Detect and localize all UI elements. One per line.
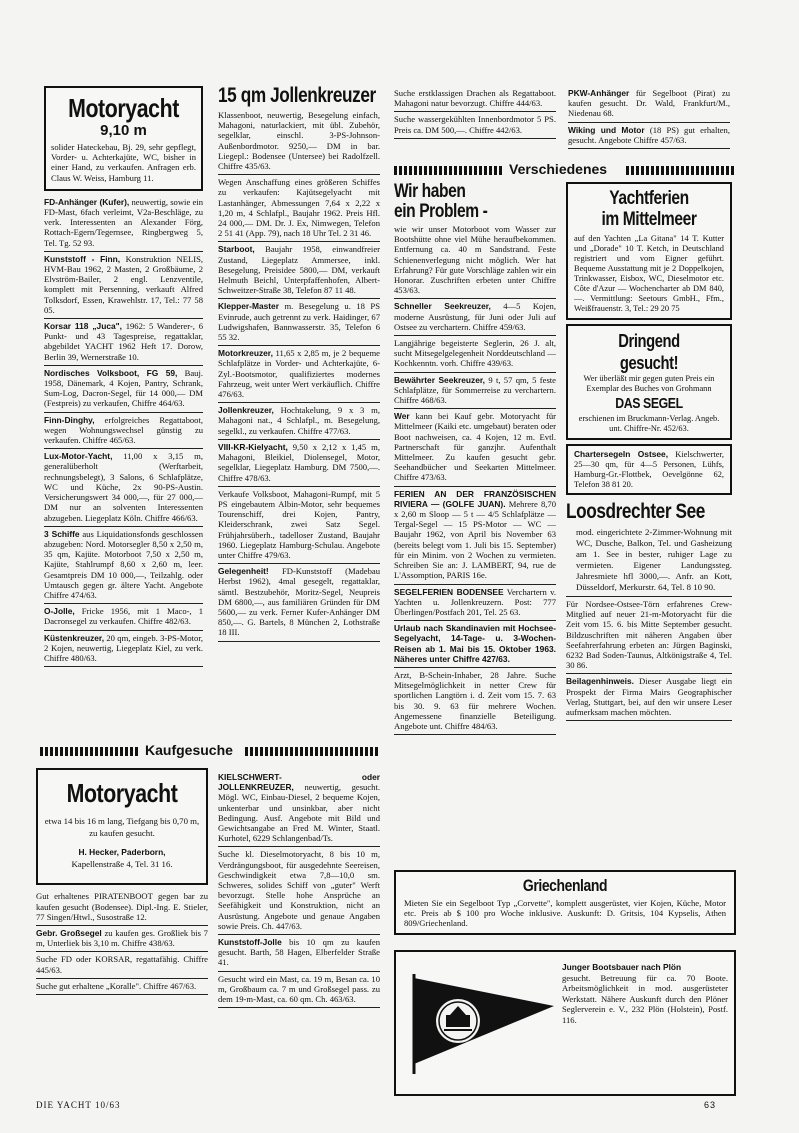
motoryacht2-address: Kapellenstraße 4, Tel. 31 16. xyxy=(71,859,173,870)
ad-body: zu kaufen ges. Großliek bis 7 m, Unterliek bis 3,10 m. Chiffre 438/63. xyxy=(36,928,208,949)
classified-ad-6 xyxy=(44,527,203,604)
wanted-ad-3 xyxy=(218,972,380,1009)
ad-body: Verchartern v. Yachten u. Jollenkreuzern. Post: 777 Überlingen/Postfach 201, Tel. 25 63. xyxy=(394,586,557,617)
ad-body: 1962: 5 Wanderer-, 6 Punkt- und 43 Tagespreise, regattaklar, abgebildet YACHT 1962 Heft 17. Dorow, Berlin 39, Wernerstraße 10. xyxy=(44,321,203,362)
ad-text xyxy=(566,676,732,717)
column-4 xyxy=(568,86,730,149)
ad-body: Wegen Anschaffung eines größeren Schiffes zu verkaufen: Kajütsegelyacht mit Lastanhänger, Abmessungen 7,64 x 2,22 x 1,20 m, 4 Schlafpl., Baujahr 1962. Preis Hfl. 24 000,— DM. Dr. J. Ex, Nimwegen, Telefon 2 51 41 (App. 79), nach 18 Uhr Tel. 2 31 46. xyxy=(218,177,380,239)
ad-text xyxy=(218,405,380,436)
loosdrecht-ad xyxy=(566,525,732,597)
misc-ad-2 xyxy=(394,373,556,410)
classified-ad-8 xyxy=(44,631,203,668)
ad-body: Für Nordsee-Ostsee-Törn erfahrenes Crew-Mitglied auf neuer 21-m-Motoryacht für die Zeit vom 15. 6. bis Mitte September gesucht. Bildzuschriften mit näheren Angaben über Seefahrerfahrung erbeten an: Jürgen Baginski, 6232 Bad Soden-Taunus, Altkönigstraße 4, Tel. 30 86. xyxy=(566,599,732,671)
ad-headline: Wer xyxy=(394,411,410,422)
col3-ads xyxy=(394,299,556,735)
charter-ad-box xyxy=(566,444,732,495)
column-2-lower xyxy=(218,770,380,1008)
classified-ad-3 xyxy=(44,366,203,413)
wanted-ad-2 xyxy=(36,952,208,978)
ad-headline: Wiking und Motor xyxy=(568,124,645,135)
ad-text xyxy=(218,301,380,342)
dringend-book: DAS SEGEL xyxy=(615,395,683,412)
yachtferien-ad-box xyxy=(566,182,732,320)
classified-ad-4 xyxy=(44,413,203,450)
charter-text xyxy=(574,449,724,490)
misc-ad-0 xyxy=(566,597,732,674)
ad-body: Gut erhaltenes PIRATENBOOT gegen bar zu kaufen gesucht (Bodensee). Dipl.-Ing. E. Stieler, 77 Singen/Htwl., Susostraße 12. xyxy=(36,891,208,922)
ad-body: Fricke 1956, mit 1 Maco-, 1 Dacronsegel zu verkaufen. Chiffre 482/63. xyxy=(44,606,203,627)
classified-ad-0 xyxy=(218,175,380,242)
classified-ad-5 xyxy=(44,449,203,526)
ad-text xyxy=(566,599,732,670)
ad-text xyxy=(568,125,730,145)
ad-text xyxy=(394,301,556,332)
wanted-ad-0 xyxy=(218,770,380,847)
ad-headline: Lux-Motor-Yacht, xyxy=(44,451,113,462)
ad-text xyxy=(218,348,380,399)
section-stripes-right xyxy=(626,166,736,175)
misc-ad-3 xyxy=(394,409,556,486)
ad-text xyxy=(36,891,208,922)
col3-top-ads xyxy=(394,86,556,139)
ad-text xyxy=(44,368,203,409)
wanted-ad-0 xyxy=(394,86,556,112)
ad-text xyxy=(394,114,556,134)
ploen-head: Junger Bootsbauer nach Plön xyxy=(562,962,682,972)
ad-body: Arzt, B-Schein-Inhaber, 28 Jahre. Suche Mitsegelmöglichkeit in netter Crew für sportlichen Langtörn i. d. Zeit vom 15. 7. 63 bis 30. 9. 63 für mehrere Wochen. Angemessene finanzielle Beteiligung. Angebote unt. Chiffre 484/63. xyxy=(394,669,556,731)
section-stripes-left xyxy=(40,747,140,756)
problem-ad xyxy=(394,222,556,299)
ad-body: (18 PS) gut erhalten, gesucht. Angebote Chiffre 457/63. xyxy=(568,124,730,145)
griechenland-ad xyxy=(394,870,736,935)
ad-headline: PKW-Anhänger xyxy=(568,88,630,98)
ad-text xyxy=(394,375,556,406)
wanted-ad-0 xyxy=(36,889,208,926)
column-3-lower xyxy=(394,182,556,735)
ad-headline: Nordisches Volksboot, FG 59, xyxy=(44,367,178,378)
ad-body: aus Liquidationsfonds geschlossen abzugeben: Nord. Motorsegler 8,50 x 2,50 m, 35 qm, Kajüte. Motorboot 7,50 x 2,50 m, Kajüte, Stahlrumpf 8,60 x 2,60 m, leer. Gesamtpreis DM 10 000,—, Teilzahlg. oder Umtausch gegen gr. ältere Yacht. Angebote Chiffre 474/63. xyxy=(44,528,203,600)
column-2 xyxy=(218,84,380,642)
ad-body: Bauj. 1958, Dänemark, 4 Kojen, Pantry, Schrank, Sum-Log, Dacron-Segel, für 14 000,— DM (Festpreis) zu verkaufen, Chiffre 464/63. xyxy=(44,367,203,409)
motoryacht2-name: H. Hecker, Paderborn, xyxy=(78,847,166,857)
ad-body: Suche erstklassigen Drachen als Regattaboot. Mahagoni natur bevorzugt. Chiffre 444/63. xyxy=(394,88,556,109)
footer-publication: DIE YACHT 10/63 xyxy=(36,1100,121,1110)
ad-body: neuwertig, sowie ein FD-Mast, 6fach verleimt, V2a-Beschläge, zu verk. Interessenten an Alexander Förg, Rottach-Egern/Tegernsee, Ringbergweg 5, Tel. Tg. 52 93. xyxy=(44,196,203,248)
col2-ads2 xyxy=(218,770,380,1008)
ad-text xyxy=(44,321,203,362)
problem-title-1: Wir haben xyxy=(394,181,466,202)
ad-body: Dieser Ausgabe liegt ein Prospekt der Firma Mairs Geographischer Verlag, Stuttgart, bei, auf den wir unsere Leser aufmerksam machen möchten. xyxy=(566,676,732,718)
classified-ad-6 xyxy=(218,487,380,564)
ad-headline: SEGELFERIEN BODENSEE xyxy=(394,586,504,597)
ad-headline: Beilagenhinweis. xyxy=(566,676,634,687)
ploen-ad xyxy=(394,950,736,1096)
ad-body: Verkaufe Volksboot, Mahagoni-Rumpf, mit 5 PS eingebautem Albin-Motor, sehr bequemes Tourenschiff, drei Kojen, Pantry, Kleiderschrank, zwei Satz Segel. Frühjahrsüberh., tadelloser Zustand, Baujahr 1960. Liegeplatz Hamburg-Schulau. Angebote unter Chiffre 479/63. xyxy=(218,488,380,560)
ad-text xyxy=(394,623,556,664)
ad-body: Hochtakelung, 9 x 3 m, Mahagoni nat., 4 Schlafpl., m. Besegelung, segelkl., zu verkaufen. Chiffre 477/63. xyxy=(218,405,380,436)
ad-body: erfolgreiches Regattaboot, wegen Wohnungswechsel günstig zu verkaufen. Chiffre 465/63. xyxy=(44,414,203,446)
motoryacht-title: Motoryacht xyxy=(68,93,179,123)
section-verschiedenes xyxy=(394,163,736,177)
ad-body: 20 qm, eingeb. 3-PS-Motor, 2 Kojen, neuwertig, Liegeplatz Kiel, zu verk. Chiffre 480/63. xyxy=(44,632,203,663)
ad-body: 9 t, 57 qm, 5 feste Schlafplätze, für Sommerreise zu verchartern. Chiffre 468/63. xyxy=(394,374,556,406)
wanted-ad-1 xyxy=(568,123,730,149)
col2-ads xyxy=(218,175,380,641)
charter-head: Chartersegeln Ostsee, xyxy=(574,449,669,459)
ad-headline: Schneller Seekreuzer, xyxy=(394,301,491,312)
dringend-text-2: erschienen im Bruckmann-Verlag. Angeb. unt. Chiffre-Nr. 452/63. xyxy=(578,414,720,433)
section-stripes-right xyxy=(245,747,380,756)
ad-body: neuwertig, gesucht. Mögl. WC, Einbau-Diesel, 2 bequeme Kojen, unkenterbar und unsinkbar, aber nicht Bedingung. Ausf. Angebote mit Bild und Gewichtsangabe an Fred M. Winter, Staatl. Kurhotel, 6229 Schlangenbad/Ts. xyxy=(218,782,380,844)
ad-text xyxy=(394,670,556,731)
misc-ad-1 xyxy=(566,674,732,721)
motoryacht2-ad-box xyxy=(36,768,208,885)
classified-ad-3 xyxy=(218,346,380,403)
ad-text xyxy=(44,415,203,446)
ad-headline: Gelegenheit! xyxy=(218,566,269,577)
ad-body: Suche kl. Dieselmotoryacht, 8 bis 10 m, Verdrängungsboot, für ausgedehnte Seereisen, Geschwindigkeit etwa 7,8—10,0 sm. Schweres, solides Schiff von „guter" Werft bevorzugt. Stelle hohe Ansprüche an Seefähigkeit und Konstruktion, nicht an Ausrüstung. Angebote und genaue Angaben sowie Preis. Ch. 447/63. xyxy=(218,849,380,931)
wanted-ad-1 xyxy=(218,847,380,935)
ad-text xyxy=(218,442,380,483)
ad-text xyxy=(44,633,203,664)
ad-text xyxy=(44,254,203,315)
pennant-logo xyxy=(404,966,560,1078)
ad-text xyxy=(218,177,380,238)
ad-body: 11,65 x 2,85 m, je 2 bequeme Schlafplätze in Vorder- und Achterkajüte, 6-Zyl.-Bootsmotor, qualifiziertes modernes Fahrzeug, weit unter Wert verkäuflich. Chiffre 476/63. xyxy=(218,348,380,400)
ad-body: für Segelboot (Pirat) zu kaufen gesucht. Dr. Wald, Frankfurt/M., Niedenau 68. xyxy=(568,88,730,119)
ad-body: m. Besegelung u. 18 PS Evinrude, auch getrennt zu verk. Haidinger, 67 Ludwigshafen, Bannwasserstr. 35, Telefon 6 55 32. xyxy=(218,301,380,343)
col1-ads xyxy=(44,195,203,667)
classified-ad-1 xyxy=(218,242,380,299)
ad-text xyxy=(394,338,556,369)
section-kaufgesuche xyxy=(40,744,380,758)
ad-body: Suche wassergekühlten Innenbordmotor 5 PS. Preis ca. DM 500,—. Chiffre 442/63. xyxy=(394,114,556,135)
classified-ad-4 xyxy=(218,403,380,440)
classified-ad-7 xyxy=(218,564,380,641)
ad-text xyxy=(394,489,556,581)
dringend-title: Dringend gesucht! xyxy=(618,331,680,373)
yachtferien-text: auf den Yachten „La Gitana" 14 T. Kutter und „Dorade" 10 T. Ketch, in Deutschland registriert und vom Eigner geführt. Bequeme Ausstattung mit je 2 Doppelkojen, Trinkwasser, Eisbox, WC, Dieselmotor etc. Côte d'Azur — Wochencharter ab DM 840,—. Vermittlung: Seetours GmbH., Ffm., Weißfrauenstr. 3, Tel.: 29 20 75 xyxy=(574,234,724,313)
footer-page-number: 63 xyxy=(704,1100,717,1110)
ad-text xyxy=(568,88,730,119)
motoryacht2-title: Motoryacht xyxy=(66,778,178,808)
ad-headline: VIII-KR-Kielyacht, xyxy=(218,441,288,452)
ad-body: 11,00 x 3,15 m, generalüberholt (Werftarbeit, rechnungsbelegt), 3 Salons, 6 Schlafplätze, WC und Küche, 2x 90-PS-Austin. Versicherungswert 34 000,—, für 27 000,— DM nur an solventen Interessenten abzugeben. Liegeplatz Köln. Chiffre 466/63. xyxy=(44,451,203,523)
jollenkreuzer-ad xyxy=(218,108,380,175)
ad-body: Mehrere 8,70 x 2,60 m Sloop — 5 t — 4/5 Schlafplätze — Tergal-Segel — 15 PS-Motor — WC — Baujahr 1962, von April bis November 63 (bereits belegt vom 1. Juli bis 15. September) für ein Minim. von 2 Wochen zu vermieten. Schreiben Sie an: J. LAMBERT, 94, rue de L'Assomption, PARIS 16e. xyxy=(394,498,556,581)
ad-headline: Bewährter Seekreuzer, xyxy=(394,374,486,385)
misc-ad-7 xyxy=(394,668,556,735)
classified-ad-7 xyxy=(44,604,203,630)
ad-text xyxy=(218,974,380,1005)
misc-ad-5 xyxy=(394,585,556,622)
col4-top-ads xyxy=(568,86,730,149)
ad-headline: Motorkreuzer, xyxy=(218,348,273,359)
section-verschiedenes-heading: Verschiedenes xyxy=(506,161,610,177)
ad-text xyxy=(36,981,208,991)
ad-text xyxy=(394,411,556,482)
wanted-ad-1 xyxy=(36,926,208,952)
ad-headline: FERIEN AN DER FRANZÖSISCHEN RIVIERA — (GOLFE JUAN). xyxy=(394,488,556,509)
classified-ad-0 xyxy=(44,195,203,252)
ad-text xyxy=(218,489,380,560)
ad-body: Gesucht wird ein Mast, ca. 19 m, Besan ca. 10 m, Großbaum ca. 7 m und Großsegel pass. zu dem 19-m-Mast, ca. 60 qm. Ch. 463/63. xyxy=(218,973,380,1005)
section-stripes-left xyxy=(394,166,504,175)
loosdrecht-title: Loosdrechter See xyxy=(566,500,705,523)
ad-body: Suche FD oder KORSAR, regattafähig. Chiffre 445/63. xyxy=(36,954,208,975)
ploen-text-block xyxy=(562,962,728,1026)
ad-headline: 3 Schiffe xyxy=(44,528,80,539)
dringend-ad-box xyxy=(566,324,732,440)
ad-text xyxy=(394,88,556,108)
misc-ad-0 xyxy=(394,299,556,336)
ad-text xyxy=(218,937,380,968)
misc-ad-1 xyxy=(394,336,556,373)
ad-body: FD-Kunststoff (Madebau Herbst 1962), 4mal gesegelt, regattaklar, sämtl. Bestzubehör, Moritz-Segel, Neupreis DM 6800,—, aus familiären Gründen für DM 5600,— zu verk. Ferner Kufer-Anhänger DM 850,—. G. Bartels, 8 München 2, Lothstraße 18 III. xyxy=(218,566,380,638)
column-1 xyxy=(44,84,203,667)
yachtferien-title-2: im Mittelmeer xyxy=(601,209,697,230)
ad-text xyxy=(218,566,380,637)
ad-headline: KIELSCHWERT- oder JOLLENKREUZER, xyxy=(218,772,380,793)
ad-body: bis 10 qm zu kaufen gesucht. Barth, 58 Hagen, Elberfelder Straße 41. xyxy=(218,937,380,968)
loosdrecht-text: mod. eingerichtete 2-Zimmer-Wohnung mit WC, Dusche, Balkon, Tel. und Gasheizung am 1. See in bester, ruhiger Lage zu vermieten. Eigener Landungssteg. Jahresmiete hfl 3000,—. Anfr. an Kott, Düsseldorf, Merkurstr. 64, Tel. 8 10 90. xyxy=(576,527,732,592)
ad-text xyxy=(44,197,203,248)
classified-ad-5 xyxy=(218,440,380,487)
motoryacht2-text: etwa 14 bis 16 m lang, Tiefgang bis 0,70 m, zu kaufen gesucht. xyxy=(44,816,200,838)
ad-headline: Kunststoff - Finn, xyxy=(44,253,121,264)
ad-headline: Starboot, xyxy=(218,244,255,255)
ad-headline: FD-Anhänger (Kufer), xyxy=(44,196,130,207)
wanted-ad-0 xyxy=(568,86,730,123)
problem-title-2: ein Problem - xyxy=(394,201,488,222)
ad-body: 9,50 x 2,12 x 1,45 m, Mahagoni, Bleikiel, Diolensegel, Motor, segelklar, Liegeplatz Hamburg. DM 7500,—. Chiffre 478/63. xyxy=(218,441,380,483)
column-1-lower xyxy=(36,766,208,995)
ad-body: Langjährige begeisterte Seglerin, 26 J. alt, sucht Mitsegelgelegenheit Norddeutschland — Kochkenntn. vorh. Chiffre 439/63. xyxy=(394,338,556,369)
column-3 xyxy=(394,86,556,139)
ad-text xyxy=(218,849,380,931)
motoryacht-ad-box xyxy=(44,86,203,191)
classified-ad-1 xyxy=(44,252,203,319)
ad-body: 4—5 Kojen, moderne Ausrüstung, für Juni oder Juli auf Ostsee zu verchartern. Chiffre 459/63. xyxy=(394,301,557,332)
ad-headline: Klepper-Master xyxy=(218,301,279,312)
motoryacht-text: solider Hateckebau, Bj. 29, sehr gepflegt, Vorder- u. Achterkajüte, WC, bisher in einer Hand, zu verkaufen. Anfragen erb. Claus W. Weiss, Hamburg 11. xyxy=(51,142,196,183)
ad-headline: Jollenkreuzer, xyxy=(218,405,274,416)
ad-headline: Küstenkreuzer, xyxy=(44,632,105,643)
dringend-text-1: Wer überläßt mir gegen guten Preis ein Exemplar des Buches von Grohmann xyxy=(583,374,715,393)
misc-ad-6 xyxy=(394,621,556,668)
problem-text: wie wir unser Motorboot vom Wasser zur Bootshütte ohne viel Mühe heraufbekommen. Entfernung ca. 40 m Sandstrand. Feste Schienenverlegung nicht möglich. Wer hat Erfahrung? Für gute Vorschläge zahlen wir ein Honorar. Zuschriften erbeten unter Chiffre 453/63. xyxy=(394,224,556,296)
griechenland-title: Griechenland xyxy=(522,876,608,895)
yachtferien-title-1: Yachtferien xyxy=(609,188,689,209)
ad-headline: Gebr. Großsegel xyxy=(36,928,102,939)
col1-ads2 xyxy=(36,889,208,995)
classified-ad-2 xyxy=(218,299,380,346)
ploen-text: gesucht. Betreuung für ca. 70 Boote. Arbeitsmöglichkeit in mod. ausgerüsteter Werkstatt. Nähere Auskunft durch den Plöner Seglerverein e. V., 232 Plön (Holstein), Postf. 116. xyxy=(562,972,728,1025)
ad-body: kann bei Kauf gebr. Motoryacht für Mittelmeer (Kaiki etc. umgebaut) beraten oder Boot nachweisen, ca. 4 Kojen, 12 m. Evtl. Partnerschaft für ganzjhr. Aufenthalt Mittelmeer. Zu kaufen gesucht gebr. Seehandbücher und Seekarten Mittelmeer. Chiffre 473/63. xyxy=(394,411,556,483)
motoryacht-size: 9,10 m xyxy=(100,122,147,139)
jollenkreuzer-text: Klassenboot, neuwertig, Besegelung einfach, Mahagoni, naturlackiert, mit übl. Zubehör, segelklar, einschl. 3-PS-Johnson-Außenbordmotor. 9250,— DM in bar. Liegepl.: Bodensee (Untersee) bei Radolfzell. Chiffre 435/63. xyxy=(218,110,380,172)
ad-text xyxy=(218,244,380,295)
jollenkreuzer-title: 15 qm Jollenkreuzer xyxy=(218,84,376,107)
ad-text xyxy=(36,954,208,974)
ad-text xyxy=(394,587,556,618)
griechenland-text: Mieten Sie ein Segelboot Typ „Corvette", komplett ausgerüstet, vier Kojen, Küche, Motor etc. Preis ab $ 100 pro Woche inklusive. Auskunft: D. Gritsis, 104 Kypselis, Athen 809/Griechenland. xyxy=(404,898,726,929)
section-kaufgesuche-heading: Kaufgesuche xyxy=(142,742,236,758)
ad-body: Baujahr 1958, einwandfreier Zustand, Liegeplatz Ammersee, inkl. Besegelung, Preisidee 5800,— DM, verkauft Helmuth Beichl, Unterpfaffenhofen, Albert-Schweitzer-Straße 38, Telefon 87 11 48. xyxy=(218,244,380,296)
col4-ads xyxy=(566,597,732,721)
ad-text xyxy=(218,772,380,843)
ad-headline: Korsar 118 „Juca", xyxy=(44,321,122,332)
ad-text xyxy=(44,529,203,600)
charter-body: Kielschwerter, 25—30 qm, für 4—5 Personen, Lühfs, Hamburg-Gr.-Flottbek, Oevelgönne 62, Telefon 38 81 20. xyxy=(574,450,724,489)
ad-headline: Finn-Dinghy, xyxy=(44,414,95,425)
ad-text xyxy=(36,928,208,948)
misc-ad-4 xyxy=(394,487,556,585)
ad-text xyxy=(44,606,203,626)
wanted-ad-3 xyxy=(36,979,208,995)
ad-text xyxy=(44,451,203,522)
classified-ad-2 xyxy=(44,319,203,366)
wanted-ad-2 xyxy=(218,935,380,972)
column-4-lower xyxy=(566,182,732,721)
ad-headline: Urlaub nach Skandinavien mit Hochsee-Segelyacht, 14-Tage- u. 3-Wochen-Reisen ab 1. Mai bis 15. Oktober 1963. Näheres unter Chiffre 427/63. xyxy=(394,623,556,664)
ad-body: Konstruktion NELIS, HVM-Bau 1962, 2 Masten, 2 Großbäume, 2 Elvström-Bailer, 2 engl. Lenzventile, komplett mit Persenning, verkauft Alfred Tolksdorf, Essen, Krawehlstr. 17, Tel.: 77 58 05. xyxy=(44,253,203,315)
ad-headline: Kunststoff-Jolle xyxy=(218,937,282,948)
wanted-ad-1 xyxy=(394,112,556,138)
ad-body: Suche gut erhaltene „Koralle". Chiffre 467/63. xyxy=(36,980,197,991)
ad-headline: O-Jolle, xyxy=(44,606,75,617)
